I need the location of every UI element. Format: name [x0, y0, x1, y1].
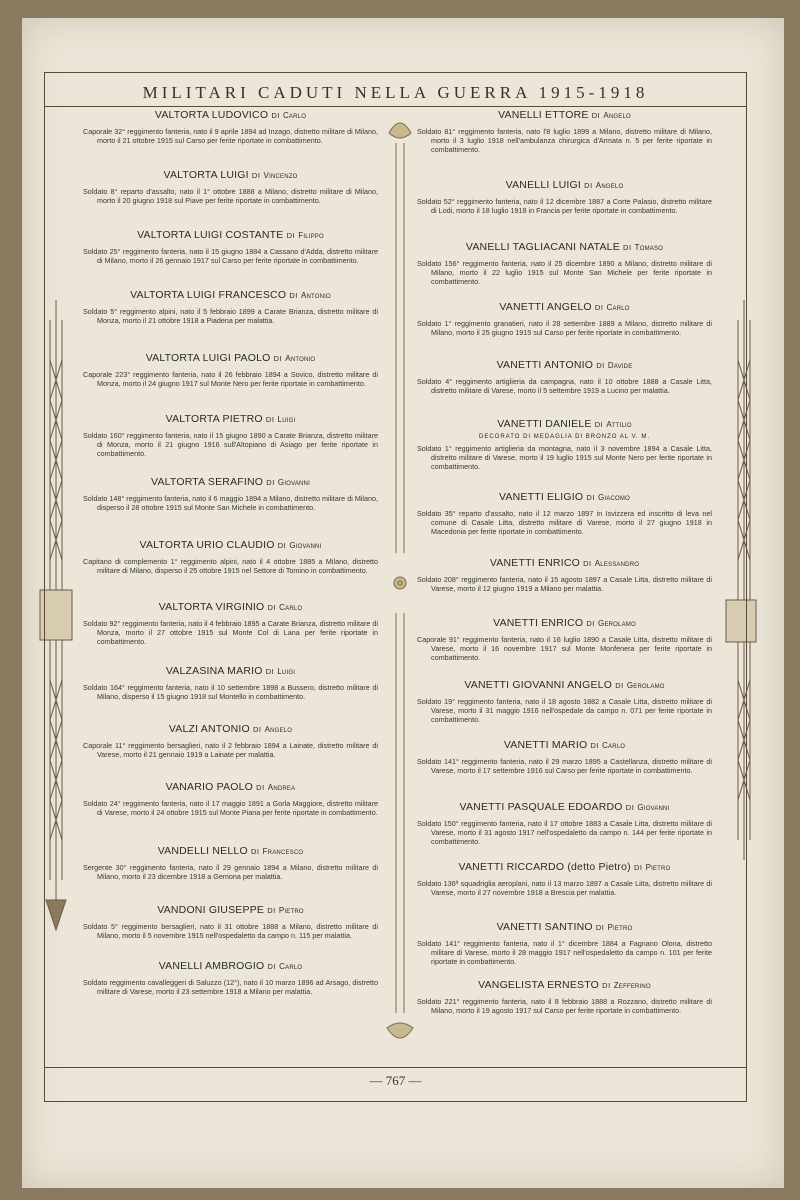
entry-name — [83, 781, 378, 793]
entry-name — [417, 739, 712, 751]
casualty-entry — [417, 557, 712, 593]
entry-di: DI — [591, 111, 601, 120]
entry-surname: VALTORTA LUDOVICO — [154, 109, 269, 121]
entry-di: DI — [265, 415, 275, 424]
entry-parent-name: Gerolamo — [626, 681, 665, 690]
entry-parent-name: Attilio — [606, 420, 632, 429]
entry-surname: VANETTI ANTONIO — [496, 359, 594, 371]
casualty-entry — [417, 739, 712, 775]
entry-description: Soldato 25° reggimento fanteria, nato il 15 giugno 1884 a Cassano d'Adda, distretto militare di Milano, morto il 26 gennaio 1917 sul Carso per ferite riportate in combattimento. — [83, 247, 378, 265]
entry-di: DI — [273, 354, 283, 363]
entry-parent-name: Vincenzo — [263, 171, 298, 180]
casualty-entry — [83, 229, 378, 265]
entry-name — [417, 359, 712, 371]
page-number: — 767 — — [369, 1073, 422, 1088]
entry-di: DI — [594, 420, 604, 429]
casualty-entry — [417, 617, 712, 662]
entry-surname: VALTORTA LUIGI FRANCESCO — [130, 289, 287, 301]
entry-name — [83, 169, 378, 181]
entry-surname: VALTORTA URIO CLAUDIO — [139, 539, 275, 551]
entry-name — [417, 979, 712, 991]
entry-parent-name: Angelo — [595, 181, 624, 190]
casualty-entry — [417, 241, 712, 286]
entry-description: Soldato 52° reggimento fanteria, nato il 12 dicembre 1887 a Corte Palasio, distretto militare di Lodi, morto il 18 luglio 1918 in Francia per ferite riportate in combattimento. — [417, 197, 712, 215]
entry-di: DI — [595, 923, 605, 932]
entry-name — [417, 617, 712, 629]
entry-description: Caporale 223° reggimento fanteria, nato il 26 febbraio 1894 a Sovico, distretto militare di Monza, morto il 24 giugno 1917 sul Monte Nero per ferite riportate in combattimento. — [83, 370, 378, 388]
entry-description: Soldato 4° reggimento artiglieria da campagna, nato il 10 ottobre 1888 a Casale Litta, distretto militare di Varese, morto il 5 settembre 1919 a Lucino per malattia. — [417, 377, 712, 395]
entry-surname: VANETTI DANIELE — [497, 418, 592, 430]
entry-description: Caporale 32° reggimento fanteria, nato il 9 aprile 1894 ad Inzago, distretto militare di Milano, morto il 21 ottobre 1915 sul Carso per ferite riportate in combattimento. — [83, 127, 378, 145]
casualty-entry — [83, 723, 378, 759]
entry-name — [417, 109, 712, 121]
entry-di: DI — [286, 231, 296, 240]
entry-name — [83, 960, 378, 972]
casualty-entry — [83, 109, 378, 145]
casualty-entry — [417, 179, 712, 215]
entry-surname: VANELLI ETTORE — [498, 109, 589, 121]
entry-di: DI — [271, 111, 280, 120]
entry-description: Caporale 91° reggimento fanteria, nato il 16 luglio 1890 a Casale Litta, distretto militare di Varese, morto il 16 novembre 1917 sul Monte Monfenera per ferite riportate in combattimento. — [417, 635, 712, 662]
entry-name — [83, 476, 378, 488]
entry-di: DI — [251, 171, 261, 180]
central-column-ornament — [385, 113, 415, 1063]
casualty-entry — [83, 352, 378, 388]
entry-description: Soldato 1° reggimento artiglieria da montagna, nato il 3 novembre 1894 a Casale Litta, distretto militare di Varese, morto il 19 luglio 1915 sul Monte Nero per ferite riportate in combattimento. — [417, 444, 712, 471]
casualty-entry — [83, 601, 378, 646]
entry-surname: VANETTI ENRICO — [489, 557, 580, 569]
entry-di: DI — [252, 725, 262, 734]
casualty-entry — [417, 491, 712, 536]
entry-di: DI — [633, 863, 643, 872]
entry-name — [417, 179, 712, 191]
entry-surname: VALTORTA SERAFINO — [151, 476, 264, 488]
entry-parent-name: Tomaso — [634, 243, 664, 252]
casualty-entry — [417, 861, 712, 897]
entry-name — [83, 289, 378, 301]
casualty-entry — [417, 921, 712, 966]
entry-description: Soldato 164° reggimento fanteria, nato il 10 settembre 1898 a Bussero, distretto militare di Milano, disperso il 15 giugno 1918 sul Montello in combattimento. — [83, 683, 378, 701]
entry-surname: VANETTI ENRICO — [493, 617, 584, 629]
entry-di: DI — [583, 559, 592, 568]
entry-di: DI — [623, 243, 632, 252]
entry-parent-name: Carlo — [282, 111, 307, 120]
entry-surname: VANELLI AMBROGIO — [158, 960, 265, 972]
casualty-entry — [83, 476, 378, 512]
entry-description: Soldato 5° reggimento alpini, nato il 5 febbraio 1899 a Carate Brianza, distretto militare di Monza, morto il 21 ottobre 1918 a Piadena per malattia. — [83, 307, 378, 325]
entry-di: DI — [277, 541, 287, 550]
entry-description: Soldato 92° reggimento fanteria, nato il 4 febbraio 1895 a Carate Brianza, distretto militare di Monza, morto il 27 ottobre 1915 sul Monte Col di Lana per ferite riportate in combattimento. — [83, 619, 378, 646]
casualty-entry — [83, 781, 378, 817]
entry-surname: VANETTI ANGELO — [499, 301, 592, 313]
entry-parent-name: Carlo — [279, 603, 303, 612]
entry-surname: VALZASINA MARIO — [165, 665, 263, 677]
entry-description: Soldato 8° reparto d'assalto, nato il 1° ottobre 1888 a Milano, distretto militare di Milano, morto il 20 giugno 1918 sul Piave per ferite riportate in combattimento. — [83, 187, 378, 205]
entry-parent-name: Angelo — [264, 725, 293, 734]
entry-description: Soldato 141° reggimento fanteria, nato il 29 marzo 1895 a Castellanza, distretto militare di Varese, morto il 17 settembre 1916 sul Carso per ferite riportate in combattimento. — [417, 757, 712, 775]
entry-description: Soldato 19° reggimento fanteria, nato il 18 agosto 1882 a Casale Litta, distretto militare di Varese, morto il 31 maggio 1916 nell'ospedale da campo n. 071 per ferite riportate in combattimento. — [417, 697, 712, 724]
entry-surname: VALTORTA PIETRO — [165, 413, 263, 425]
entry-di: DI — [256, 783, 265, 792]
entry-name — [83, 665, 378, 677]
entry-surname: VANDONI GIUSEPPE — [157, 904, 265, 916]
casualty-entry — [83, 904, 378, 940]
entry-name — [83, 539, 378, 551]
entry-parent-name: Francesco — [262, 847, 304, 856]
casualty-entry — [83, 845, 378, 881]
entry-description: Soldato 81° reggimento fanteria, nato l'8 luglio 1899 a Milano, distretto militare di Milano, morto il 3 luglio 1918 nell'ambulanza chirurgica d'Armata n. 5 per ferite riportate in combattimento. — [417, 127, 712, 154]
entry-name — [417, 491, 712, 503]
entry-surname: VANETTI SANTINO — [496, 921, 593, 933]
entry-surname: VANARIO PAOLO — [165, 781, 254, 793]
entry-name — [417, 861, 712, 873]
entry-di: DI — [250, 847, 260, 856]
entry-surname: VALTORTA LUIGI — [163, 169, 249, 181]
footer-divider — [45, 1067, 746, 1068]
entry-parent-name: Antonio — [285, 354, 316, 363]
entry-surname: VALTORTA LUIGI COSTANTE — [137, 229, 284, 241]
entry-parent-name: Luigi — [277, 415, 296, 424]
casualty-entry — [417, 301, 712, 337]
entry-name — [83, 601, 378, 613]
header-divider — [45, 106, 746, 107]
entry-parent-name: Angelo — [603, 111, 631, 120]
entry-decoration: DECORATO DI MEDAGLIA DI BRONZO AL V. M. — [478, 434, 651, 440]
entry-parent-name: Filippo — [298, 231, 324, 240]
entry-parent-name: Carlo — [606, 303, 630, 312]
entry-di: DI — [289, 291, 298, 300]
entry-description: Soldato 141° reggimento fanteria, nato il 1° dicembre 1884 a Fagnano Olona, distretto militare di Varese, morto il 28 maggio 1917 nell'ospedaletto da campo n. 101 per ferite riportate in combattimento. — [417, 939, 712, 966]
casualty-entry — [83, 960, 378, 996]
entry-name — [417, 301, 712, 313]
casualty-entry — [417, 679, 712, 724]
entry-surname: VALZI ANTONIO — [168, 723, 250, 735]
entry-surname: VANELLI LUIGI — [505, 179, 582, 191]
entry-surname: VANETTI RICCARDO (detto Pietro) — [458, 861, 631, 873]
entry-name — [417, 557, 712, 569]
entry-di: DI — [594, 303, 604, 312]
entry-description: Soldato reggimento cavalleggeri di Saluzzo (12°), nato il 10 marzo 1896 ad Arsago, distretto militare di Varese, morto il 23 settembre 1918 a Milano per malattia. — [83, 978, 378, 996]
entry-name — [83, 352, 378, 364]
entry-description: Sergente 30° reggimento fanteria, nato il 29 gennaio 1894 a Milano, distretto militare di Milano, morto il 23 dicembre 1918 a Gemona per malattia. — [83, 863, 378, 881]
entry-name — [83, 229, 378, 241]
entry-di: DI — [267, 962, 277, 971]
entry-description: Soldato 24° reggimento fanteria, nato il 17 maggio 1891 a Gorla Maggiore, distretto militare di Varese, morto il 24 ottobre 1915 sul Monte Piana per ferite riportate in combattimento. — [83, 799, 378, 817]
page-frame — [44, 72, 747, 1102]
entry-parent-name: Giovanni — [277, 478, 310, 487]
entry-name — [83, 109, 378, 121]
entry-surname: VANETTI MARIO — [503, 739, 588, 751]
entry-parent-name: Carlo — [279, 962, 303, 971]
entry-parent-name: Carlo — [602, 741, 626, 750]
casualty-entry — [83, 413, 378, 458]
entry-description: Soldato 160° reggimento fanteria, nato il 15 giugno 1890 a Carate Brianza, distretto militare di Monza, morto il 21 giugno 1916 sull'Altopiano di Asiago per ferite riportate in combattimento. — [83, 431, 378, 458]
entry-surname: VANGELISTA ERNESTO — [478, 979, 600, 991]
entry-di: DI — [586, 493, 595, 502]
casualty-entry — [417, 418, 712, 471]
entry-di: DI — [265, 667, 275, 676]
page-title: MILITARI CADUTI NELLA GUERRA 1915-1918 — [142, 83, 649, 102]
entry-parent-name: Giovanni — [637, 803, 670, 812]
casualty-entry — [417, 109, 712, 154]
entry-di: DI — [584, 181, 593, 190]
entry-di: DI — [586, 619, 595, 628]
entry-di: DI — [596, 361, 605, 370]
casualty-entry — [83, 539, 378, 575]
entry-description: Soldato 1° reggimento granatieri, nato il 28 settembre 1889 a Milano, distretto militare di Milano, morto il 25 giugno 1915 sul Carso per ferite riportate in combattimento. — [417, 319, 712, 337]
casualty-entry — [83, 289, 378, 325]
casualty-entry — [417, 801, 712, 846]
entry-di: DI — [266, 478, 275, 487]
entry-di: DI — [590, 741, 599, 750]
entry-di: DI — [615, 681, 624, 690]
entry-name — [417, 801, 712, 813]
entry-description: Soldato 208° reggimento fanteria, nato il 15 agosto 1897 a Casale Litta, distretto militare di Varese, morto il 12 giugno 1919 a Milano per malattia. — [417, 575, 712, 593]
casualty-entry — [83, 169, 378, 205]
entry-parent-name: Pietro — [607, 923, 633, 932]
entry-parent-name: Pietro — [278, 906, 304, 915]
entry-name — [417, 241, 712, 253]
entry-name — [83, 904, 378, 916]
entry-parent-name: Andrea — [267, 783, 296, 792]
entry-description: Soldato 5° reggimento bersaglieri, nato il 31 ottobre 1888 a Milano, distretto militare di Milano, morto il 5 novembre 1915 nell'ospedaletto da campo n. 115 per malattia. — [83, 922, 378, 940]
entry-description: Soldato 156° reggimento fanteria, nato il 25 dicembre 1890 a Milano, distretto militare di Milano, morto il 22 luglio 1915 sul Monte San Michele per ferite riportate in combattimento. — [417, 259, 712, 286]
entry-name — [83, 413, 378, 425]
entry-description: Soldato 35° reparto d'assalto, nato il 12 marzo 1897 in Isvizzera ed inscritto di leva nel comune di Casale Litta, distretto militare di Varese, morto il 27 giugno 1918 in Macedonia per ferite riportate in combattimento. — [417, 509, 712, 536]
entry-parent-name: Alessandro — [594, 559, 640, 568]
entry-surname: VANETTI ELIGIO — [498, 491, 584, 503]
entry-name — [417, 921, 712, 933]
entry-name — [417, 418, 712, 430]
entry-description: Soldato 221° reggimento fanteria, nato il 8 febbraio 1888 a Rozzano, distretto militare di Milano, morto il 19 agosto 1917 sul Carso per ferite riportate in combattimento. — [417, 997, 712, 1015]
casualty-entry — [83, 665, 378, 701]
entry-parent-name: Gerolamo — [598, 619, 636, 628]
entry-surname: VANELLI TAGLIACANI NATALE — [465, 241, 620, 253]
entry-surname: VANETTI PASQUALE EDOARDO — [459, 801, 623, 813]
casualty-entry — [417, 359, 712, 395]
entry-di: DI — [625, 803, 635, 812]
entry-parent-name: Antonio — [300, 291, 331, 300]
entry-surname: VANDELLI NELLO — [157, 845, 248, 857]
entry-description: Soldato 148° reggimento fanteria, nato il 6 maggio 1894 a Milano, distretto militare di Milano, disperso il 28 ottobre 1915 sul Monte San Michele in combattimento. — [83, 494, 378, 512]
entry-parent-name: Pietro — [645, 863, 671, 872]
casualty-entry — [417, 979, 712, 1015]
entry-name — [417, 679, 712, 691]
entry-di: DI — [267, 603, 277, 612]
entry-surname: VALTORTA VIRGINIO — [158, 601, 265, 613]
entry-parent-name: Giovanni — [289, 541, 322, 550]
entry-description: Caporale 11° reggimento bersaglieri, nato il 2 febbraio 1894 a Lainate, distretto militare di Varese, morto il 21 gennaio 1919 a Lainate per malattia. — [83, 741, 378, 759]
entry-parent-name: Zefferino — [613, 981, 651, 990]
entry-parent-name: Giacomo — [598, 493, 630, 502]
entry-parent-name: Davide — [607, 361, 633, 370]
entry-description: Soldato 136ª squadriglia aeroplani, nato il 13 marzo 1897 a Casale Litta, distretto militare di Varese, morto il 27 novembre 1918 a Brescia per malattia. — [417, 879, 712, 897]
entry-di: DI — [602, 981, 611, 990]
entry-name — [83, 845, 378, 857]
entry-description: Soldato 150° reggimento fanteria, nato il 17 ottobre 1883 a Casale Litta, distretto militare di Varese, morto il 31 agosto 1917 nell'ospedaletto da campo n. 144 per ferite riportate in combattimento. — [417, 819, 712, 846]
entry-description: Capitano di complemento 1° reggimento alpini, nato il 4 ottobre 1885 a Milano, distretto militare di Milano, disperso il 25 ottobre 1915 nel Settore di Tomino in combattimento. — [83, 557, 378, 575]
entry-parent-name: Luigi — [277, 667, 296, 676]
entry-surname: VALTORTA LUIGI PAOLO — [145, 352, 271, 364]
entry-name — [83, 723, 378, 735]
entry-di: DI — [267, 906, 276, 915]
entry-surname: VANETTI GIOVANNI ANGELO — [464, 679, 613, 691]
